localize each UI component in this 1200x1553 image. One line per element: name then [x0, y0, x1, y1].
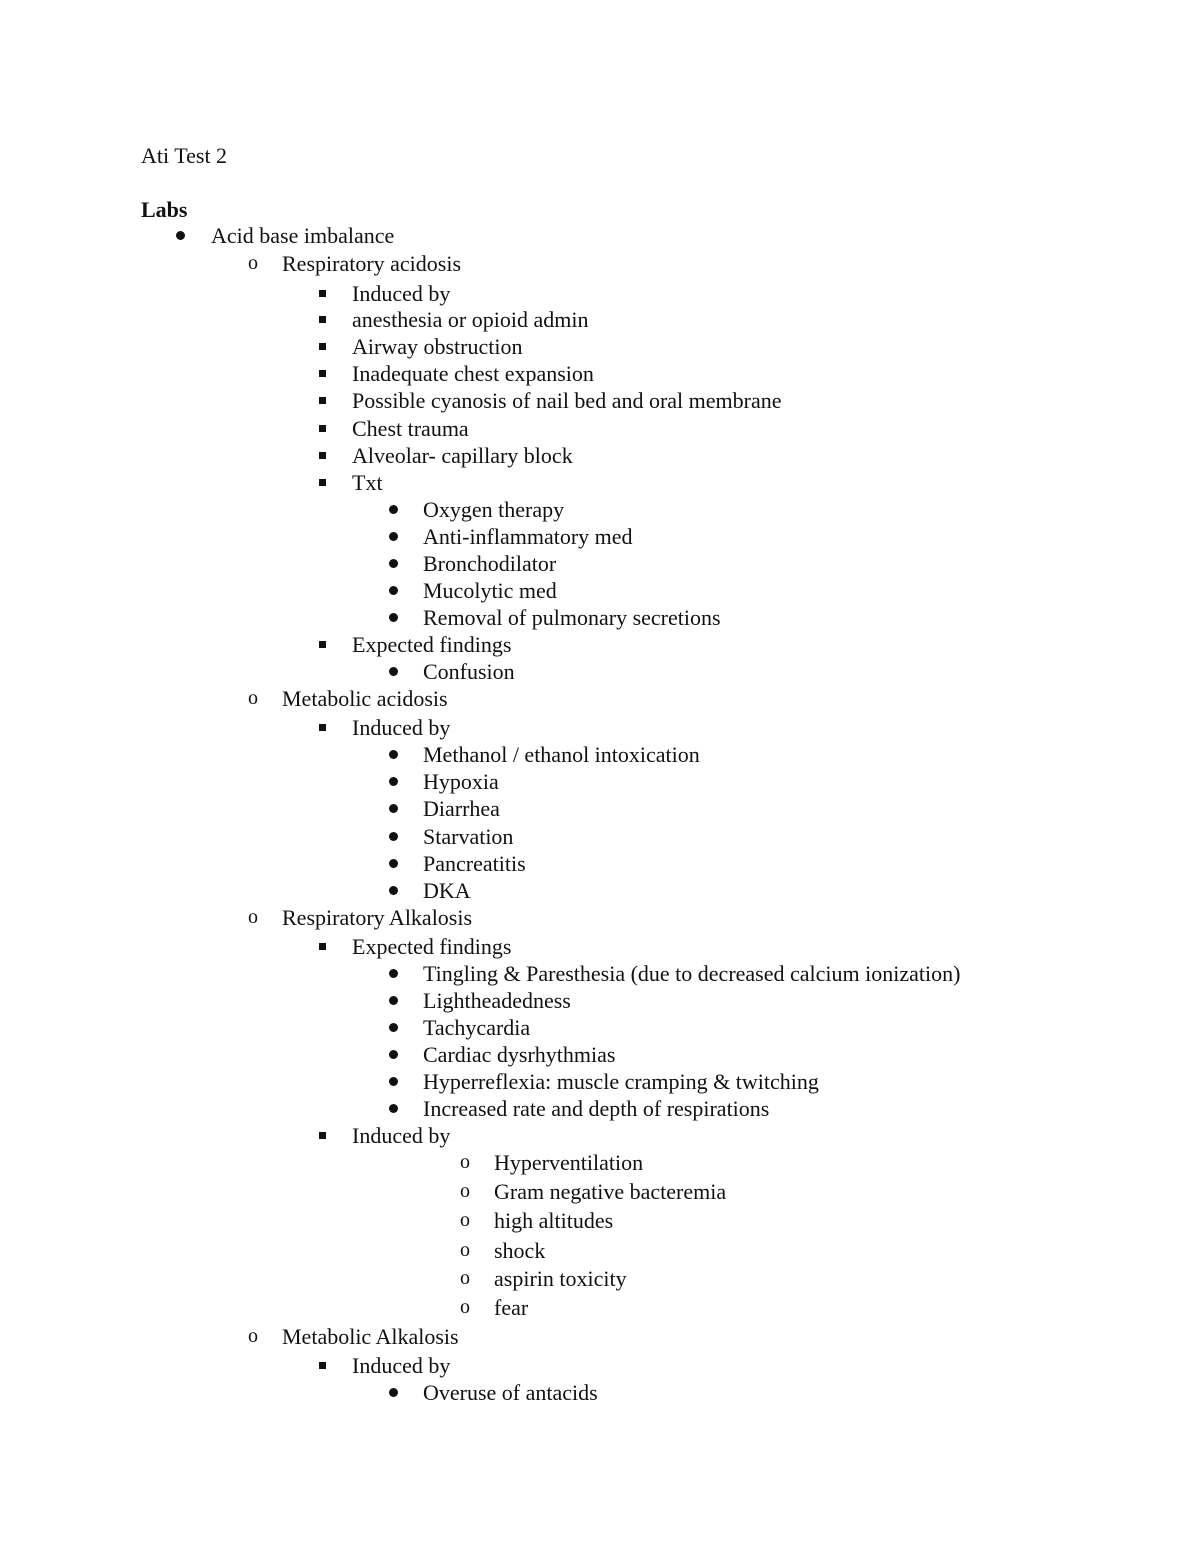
- outline-item-text: Metabolic acidosis: [282, 686, 448, 711]
- outline-item: [0, 1323, 1100, 1350]
- outline-item: [0, 496, 1100, 523]
- outline-item: [0, 741, 1100, 768]
- outline-item-text: aspirin toxicity: [494, 1266, 627, 1291]
- circle-bullet-icon: o: [460, 1239, 470, 1261]
- outline-item-text: Airway obstruction: [352, 334, 523, 359]
- outline-item: [0, 577, 1100, 604]
- outline-item-text: Bronchodilator: [423, 551, 557, 576]
- outline-item-text: Mucolytic med: [423, 578, 557, 603]
- document-title: Ati Test 2: [141, 143, 228, 168]
- outline-item-text: Confusion: [423, 659, 515, 684]
- outline-item: [0, 1352, 1100, 1379]
- outline-item-text: Induced by: [352, 1353, 451, 1378]
- outline-item-text: fear: [494, 1295, 529, 1320]
- outline-item-text: Gram negative bacteremia: [494, 1179, 727, 1204]
- outline-item: [0, 360, 1100, 387]
- outline-item: [0, 987, 1100, 1014]
- outline-item-text: Expected findings: [352, 934, 512, 959]
- outline-item-text: Increased rate and depth of respirations: [423, 1096, 770, 1121]
- circle-bullet-icon: o: [248, 687, 258, 709]
- outline-item-text: Induced by: [352, 1123, 451, 1148]
- outline-item: [0, 1041, 1100, 1068]
- outline-item-text: Hyperventilation: [494, 1150, 644, 1175]
- outline-item-text: Starvation: [423, 824, 514, 849]
- outline-item-text: Respiratory Alkalosis: [282, 905, 473, 930]
- outline-item-text: DKA: [423, 878, 471, 903]
- outline-item-text: Chest trauma: [352, 416, 469, 441]
- outline-item: [0, 1237, 1100, 1264]
- outline-item-text: Hypoxia: [423, 769, 499, 794]
- outline-item: [0, 1178, 1100, 1205]
- outline-item: [0, 960, 1100, 987]
- circle-bullet-icon: o: [460, 1180, 470, 1202]
- circle-bullet-icon: o: [248, 252, 258, 274]
- outline-item-text: Respiratory acidosis: [282, 251, 462, 276]
- outline-item-text: anesthesia or opioid admin: [352, 307, 589, 332]
- circle-bullet-icon: o: [248, 906, 258, 928]
- outline-item: [0, 714, 1100, 741]
- outline-item: [0, 469, 1100, 496]
- outline-item-text: Expected findings: [352, 632, 512, 657]
- outline-item: [0, 1207, 1100, 1234]
- outline-item: [0, 1122, 1100, 1149]
- outline-item: [0, 1265, 1100, 1292]
- outline-item: [0, 877, 1100, 904]
- outline-item-text: Possible cyanosis of nail bed and oral membrane: [352, 388, 782, 413]
- outline-item: [0, 768, 1100, 795]
- outline-item-text: shock: [494, 1238, 546, 1263]
- outline-item-text: Cardiac dysrhythmias: [423, 1042, 616, 1067]
- outline-item: [0, 795, 1100, 822]
- outline-item-text: Alveolar- capillary block: [352, 443, 573, 468]
- outline-item: [0, 1294, 1100, 1321]
- section-heading-labs: Labs: [141, 197, 188, 222]
- outline-item: [0, 1379, 1100, 1406]
- outline-item-text: Tingling & Paresthesia (due to decreased calcium ionization): [423, 961, 961, 986]
- outline-item: [0, 933, 1100, 960]
- circle-bullet-icon: o: [460, 1267, 470, 1289]
- outline-item: [0, 222, 1100, 249]
- outline-item: [0, 306, 1100, 333]
- outline-item-text: Txt: [352, 470, 383, 495]
- outline-item-text: Induced by: [352, 281, 451, 306]
- outline-item-text: Hyperreflexia: muscle cramping & twitching: [423, 1069, 819, 1094]
- outline-item-text: Removal of pulmonary secretions: [423, 605, 721, 630]
- circle-bullet-icon: o: [460, 1296, 470, 1318]
- circle-bullet-icon: o: [248, 1325, 258, 1347]
- circle-bullet-icon: o: [460, 1209, 470, 1231]
- outline-item: [0, 604, 1100, 631]
- outline-item-text: Overuse of antacids: [423, 1380, 598, 1405]
- outline-item-text: Inadequate chest expansion: [352, 361, 594, 386]
- outline-item: [0, 685, 1100, 712]
- outline-item-text: Metabolic Alkalosis: [282, 1324, 459, 1349]
- outline-item: [0, 250, 1100, 277]
- outline-item: [0, 850, 1100, 877]
- outline-item: [0, 1014, 1100, 1041]
- outline-item: [0, 1095, 1100, 1122]
- outline-item-text: Anti-inflammatory med: [423, 524, 633, 549]
- outline-item: [0, 631, 1100, 658]
- outline-item-text: Methanol / ethanol intoxication: [423, 742, 700, 767]
- outline-item: [0, 333, 1100, 360]
- outline-item: [0, 415, 1100, 442]
- outline-item-text: Induced by: [352, 715, 451, 740]
- outline-item: [0, 550, 1100, 577]
- outline-item: [0, 1149, 1100, 1176]
- outline-item: [0, 523, 1100, 550]
- outline-item: [0, 280, 1100, 307]
- outline-item: [0, 442, 1100, 469]
- circle-bullet-icon: o: [460, 1151, 470, 1173]
- outline-item-text: Tachycardia: [423, 1015, 531, 1040]
- outline-item: [0, 904, 1100, 931]
- outline-item-text: Oxygen therapy: [423, 497, 565, 522]
- outline-item-text: high altitudes: [494, 1208, 614, 1233]
- outline-item-text: Diarrhea: [423, 796, 500, 821]
- outline-item-text: Lightheadedness: [423, 988, 571, 1013]
- outline-item: [0, 1068, 1100, 1095]
- outline-item-text: Pancreatitis: [423, 851, 526, 876]
- outline-item: [0, 387, 1100, 414]
- outline-item-text: Acid base imbalance: [211, 223, 395, 248]
- outline-item: [0, 658, 1100, 685]
- outline-item: [0, 823, 1100, 850]
